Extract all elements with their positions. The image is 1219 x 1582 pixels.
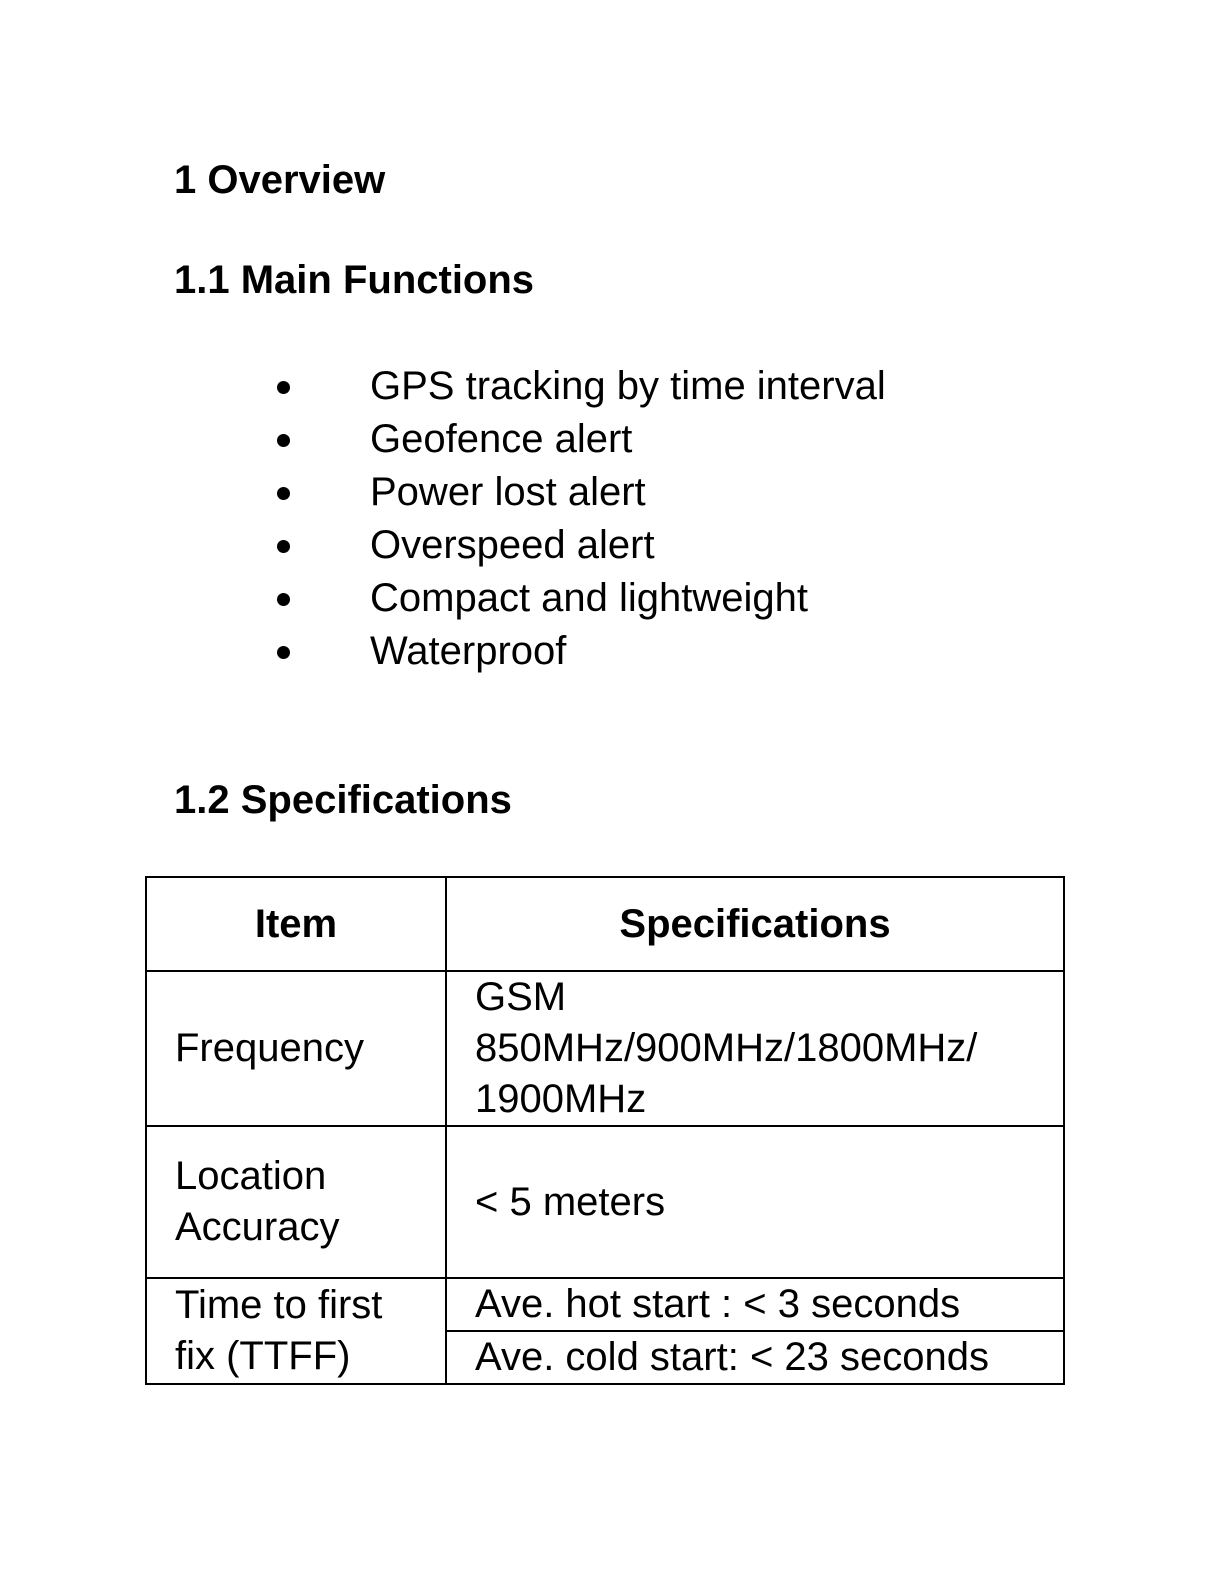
- table-header-row: [146, 877, 1064, 971]
- spec-cell: [446, 971, 1064, 1126]
- table-row-location-accuracy: [146, 1126, 1064, 1278]
- item-label: fix (TTFF): [175, 1334, 351, 1378]
- spec-value: Ave. hot start : < 3 seconds: [475, 1282, 961, 1326]
- list-item-text: Waterproof: [370, 629, 567, 673]
- list-item-text: Power lost alert: [370, 470, 646, 514]
- item-label: Location: [175, 1154, 327, 1198]
- bullet-icon: [277, 646, 290, 659]
- item-label: Time to first: [175, 1283, 383, 1327]
- bullet-icon: [277, 487, 290, 500]
- bullet-icon: [277, 434, 290, 447]
- bullet-icon: [277, 381, 290, 394]
- item-label: Frequency: [175, 1026, 364, 1070]
- bullet-icon: [277, 593, 290, 606]
- table-row-frequency: [146, 971, 1064, 1126]
- item-cell: [146, 971, 446, 1126]
- bullet-icon: [277, 540, 290, 553]
- spec-line: 1900MHz: [475, 1077, 647, 1121]
- column-header-item: Item: [146, 877, 446, 971]
- section-title-specifications: 1.2 Specifications: [174, 778, 512, 822]
- column-header-specifications: Specifications: [446, 877, 1064, 971]
- section-title-overview: 1 Overview: [174, 158, 386, 202]
- spec-value: Ave. cold start: < 23 seconds: [475, 1335, 990, 1379]
- spec-line: 850MHz/900MHz/1800MHz/: [475, 1026, 978, 1070]
- item-cell: [146, 1126, 446, 1278]
- table-row-ttff: [146, 1278, 1064, 1331]
- specifications-table: [145, 876, 1065, 1385]
- list-item-text: Geofence alert: [370, 417, 633, 461]
- list-item-text: GPS tracking by time interval: [370, 364, 886, 408]
- section-title-main-functions: 1.1 Main Functions: [174, 258, 535, 302]
- spec-cell: [446, 1278, 1064, 1331]
- spec-cell: [446, 1331, 1064, 1384]
- list-item-text: Compact and lightweight: [370, 576, 809, 620]
- spec-value: < 5 meters: [475, 1179, 666, 1224]
- item-cell: [146, 1278, 446, 1384]
- spec-cell: [446, 1126, 1064, 1278]
- item-label: Accuracy: [175, 1205, 340, 1249]
- spec-line: GSM: [475, 975, 567, 1019]
- list-item-text: Overspeed alert: [370, 523, 655, 567]
